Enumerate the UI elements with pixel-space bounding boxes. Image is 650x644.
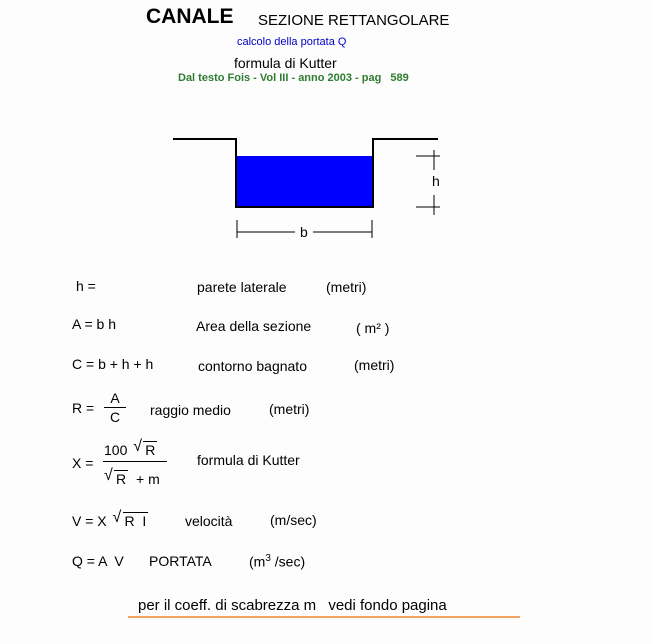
title-canale: CANALE	[146, 5, 234, 28]
row-r-fraction	[104, 389, 126, 426]
row-x-lhs: X =	[72, 455, 94, 471]
row-v-root: √ R I	[123, 512, 149, 529]
diagram-label-b: b	[300, 224, 308, 240]
row-q-unit-pre: (m	[249, 553, 266, 570]
row-q-unit	[249, 553, 305, 570]
footer-link-fondo[interactable]: vedi fondo pagina	[328, 597, 447, 614]
row-h-desc: parete laterale	[197, 279, 287, 295]
row-x-denominator	[104, 470, 160, 487]
row-r-lhs: R =	[72, 400, 95, 416]
row-q-desc: PORTATA	[149, 553, 212, 569]
row-v-formula	[72, 512, 148, 529]
row-c-desc: contorno bagnato	[198, 358, 307, 374]
formula-title: formula di Kutter	[234, 55, 337, 71]
row-h-unit: (metri)	[326, 279, 367, 295]
row-v-desc: velocità	[185, 513, 233, 529]
row-x-den-tail: + m	[136, 471, 160, 487]
row-v-lhs: V = X	[72, 513, 107, 529]
row-x-num-root: √ R	[143, 441, 157, 458]
row-r-unit: (metri)	[269, 401, 310, 417]
row-a-formula: A = b h	[72, 316, 116, 332]
row-q-unit-post: /sec)	[270, 553, 306, 570]
row-c-formula: C = b + h + h	[72, 356, 154, 372]
row-x-num-coef: 100	[104, 442, 128, 458]
row-a-desc: Area della sezione	[196, 318, 312, 334]
diagram-label-h: h	[432, 173, 440, 189]
row-q-unit-exp: 3	[265, 553, 271, 564]
row-c-unit: (metri)	[354, 357, 395, 373]
row-x-den-root: √ R	[114, 470, 128, 487]
source-text: Dal testo Fois - Vol III - anno 2003 - pag	[178, 72, 382, 84]
channel-diagram	[0, 0, 650, 260]
row-r-denominator: C	[109, 409, 121, 425]
row-r-numerator: A	[110, 390, 120, 406]
row-h-symbol: h =	[76, 278, 96, 294]
row-r-desc: raggio medio	[150, 402, 231, 418]
footer-text-a: per il coeff. di scabrezza m	[138, 597, 317, 614]
row-a-unit: ( m² )	[356, 320, 390, 336]
source-page: 589	[390, 72, 409, 84]
water-fill	[237, 156, 372, 207]
row-x-numerator	[104, 441, 157, 458]
row-x-fraction-bar	[103, 461, 167, 462]
title-section-type: SEZIONE RETTANGOLARE	[258, 12, 450, 29]
row-q-formula: Q = A V	[72, 553, 124, 569]
footer-note	[128, 597, 520, 618]
row-v-unit: (m/sec)	[270, 512, 317, 528]
row-x-desc: formula di Kutter	[197, 452, 300, 468]
subtitle-calc: calcolo della portata Q	[237, 36, 347, 48]
